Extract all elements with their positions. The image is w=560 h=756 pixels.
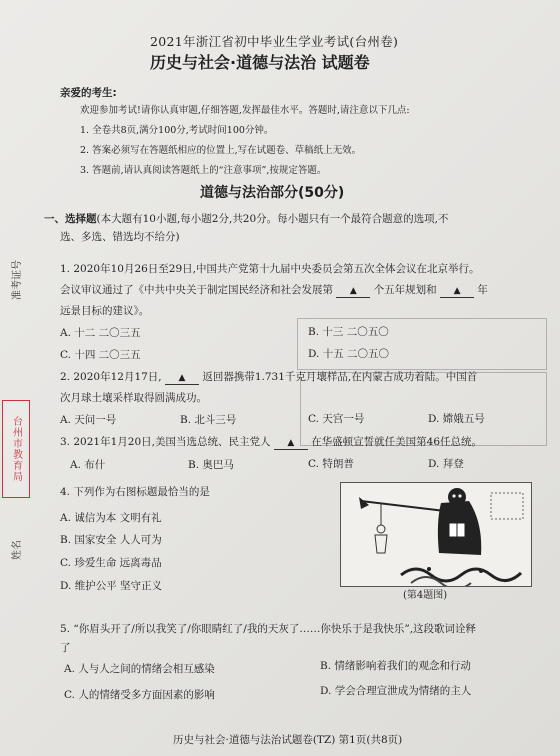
question-2-option-d: D. 嫦娥五号: [428, 413, 485, 425]
section-title: 道德与法治部分(50分): [200, 185, 345, 201]
part-one-instructions: (本大题有10小题,每小题2分,共20分。每小题只有一个最符合题意的选项,不: [96, 213, 449, 225]
question-5-option-b: B. 情绪影响着我们的观念和行动: [320, 660, 471, 672]
question-5-option-d: D. 学会合理宣泄成为情绪的主人: [320, 685, 472, 697]
notice-greeting: 亲爱的考生:: [60, 87, 117, 99]
question-1-option-b: B. 十三 二〇五〇: [308, 326, 389, 338]
notice-item-3: 3. 答题前,请认真阅读答题纸上的“注意事项”,按规定答题。: [80, 165, 327, 176]
question-2-text-b: 返回器携带1.731千克月壤样品,在内蒙古成功着陆。中国首: [202, 371, 478, 383]
part-one-instructions-line-1: [44, 212, 449, 226]
question-3-option-c: C. 特朗普: [308, 458, 354, 470]
answer-blank: ▲: [165, 373, 199, 385]
notice-intro: 欢迎参加考试!请你认真审题,仔细答题,发挥最佳水平。答题时,请注意以下几点:: [80, 105, 410, 116]
question-2-line-1: [60, 370, 477, 385]
answer-blank: ▲: [440, 286, 474, 298]
page-footer: 历史与社会·道德与法治试题卷(TZ) 第1页(共8页): [173, 734, 403, 746]
red-stamp: [2, 400, 30, 498]
question-4-option-b: B. 国家安全 人人可为: [60, 534, 162, 546]
part-one-instructions-line-2: 选、多选、错选均不给分): [60, 231, 180, 243]
cartoon-illustration: [341, 483, 531, 586]
admission-number-label: 准考证号: [12, 260, 23, 300]
question-4-option-c: C. 珍爱生命 远离毒品: [60, 557, 162, 569]
question-2-option-c: C. 天宫一号: [308, 413, 365, 425]
question-1-text-b: 个五年规划和: [373, 284, 437, 296]
paper-title: 历史与社会·道德与法治 试题卷: [150, 53, 370, 72]
notice-item-2: 2. 答案必须写在答题纸相应的位置上,写在试题卷、草稿纸上无效。: [80, 145, 362, 156]
question-3-option-a: A. 布什: [70, 459, 106, 471]
question-2-option-b: B. 北斗三号: [180, 414, 237, 426]
question-1-option-c: C. 十四 二〇三五: [60, 349, 141, 361]
question-4-option-d: D. 维护公平 坚守正义: [60, 580, 163, 592]
question-3-line-1: [60, 435, 482, 450]
question-3-text-b: 在华盛顿宣誓就任美国第46任总统。: [311, 436, 483, 448]
question-2-option-a: A. 天问一号: [60, 414, 117, 426]
exam-title: 2021年浙江省初中毕业生学业考试(台州卷): [150, 34, 399, 49]
question-4-option-a: A. 诚信为本 文明有礼: [60, 512, 162, 524]
question-1-text-c: 年: [477, 284, 488, 296]
answer-blank: ▲: [336, 286, 370, 298]
question-4-figure: [340, 482, 532, 587]
question-2-text-a: 2. 2020年12月17日,: [60, 371, 162, 383]
question-1-option-a: A. 十二 二〇三五: [60, 327, 141, 339]
question-4-line-1: 4. 下列作为右图标题最恰当的是: [60, 486, 210, 498]
question-1-text-a: 会议审议通过了《中共中央关于制定国民经济和社会发展第: [60, 284, 333, 296]
question-1-line-3: 远景目标的建议》。: [60, 305, 150, 317]
question-5-line-2: 了: [60, 642, 71, 654]
notice-item-1: 1. 全卷共8页,满分100分,考试时间100分钟。: [80, 125, 274, 136]
question-1-line-2: [60, 283, 488, 298]
question-4-figure-caption: (第4题图): [403, 590, 448, 601]
question-3-option-b: B. 奥巴马: [188, 459, 234, 471]
stamp-text: 台州市教育局: [10, 416, 22, 482]
question-1-option-d: D. 十五 二〇五〇: [308, 348, 390, 360]
question-2-line-2: 次月球土壤采样取得圆满成功。: [60, 392, 207, 404]
question-1-line-1: 1. 2020年10月26日至29日,中国共产党第十九届中央委员会第五次全体会议在北京举行。: [60, 263, 480, 275]
question-5-option-c: C. 人的情绪受多方面因素的影响: [64, 689, 215, 701]
question-3-text-a: 3. 2021年1月20日,美国当选总统、民主党人: [60, 436, 271, 448]
question-3-option-d: D. 拜登: [428, 458, 464, 470]
question-5-line-1: 5. “你眉头开了/所以我笑了/你眼睛红了/我的天灰了……你快乐于是我快乐”,这段歌词诠释: [60, 623, 477, 635]
answer-blank: ▲: [274, 438, 308, 450]
part-one-heading: 一、选择题: [44, 213, 97, 225]
name-label: 姓名: [12, 540, 23, 560]
question-5-option-a: A. 人与人之间的情绪会相互感染: [64, 663, 215, 675]
